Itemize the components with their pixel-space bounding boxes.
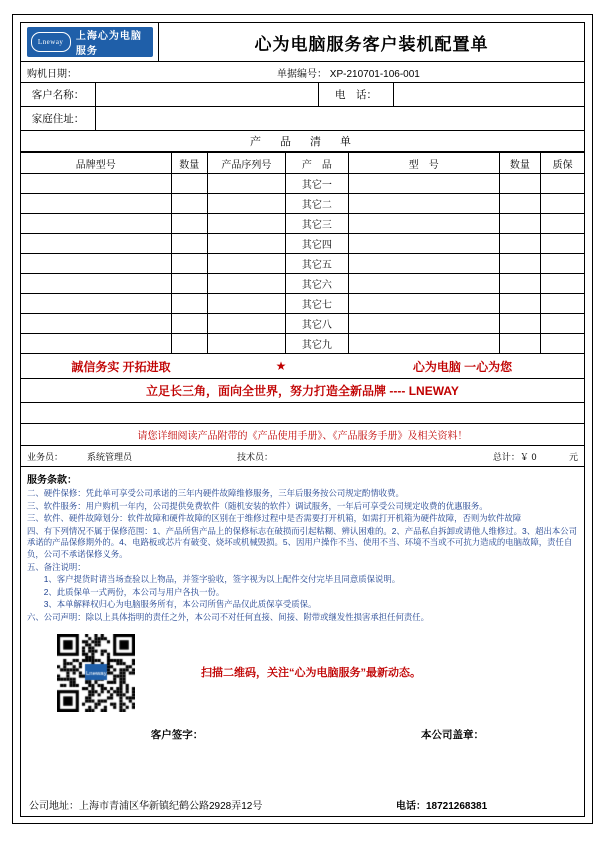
cell-qty[interactable] bbox=[171, 294, 207, 314]
terms-item: 三、软件服务：用户购机一年内，公司提供免费软件（随机安装的软件）调试服务，一年后可享受公司规定收费的优惠服务。 bbox=[27, 500, 488, 511]
cell-serial[interactable] bbox=[207, 234, 285, 254]
terms-item: 二、硬件保修：凭此单可享受公司承诺的三年内硬件故障维修服务，三年后服务按公司规定酌情收费。 bbox=[27, 488, 404, 498]
cell-warranty[interactable] bbox=[541, 254, 584, 274]
star-icon: ★ bbox=[275, 359, 287, 373]
doc-no-group bbox=[277, 65, 584, 80]
col-serial: 产品序列号 bbox=[207, 153, 285, 174]
col-qty: 数量 bbox=[171, 153, 207, 174]
cell-product: 其它八 bbox=[285, 314, 348, 334]
cell-warranty[interactable] bbox=[541, 274, 584, 294]
table-header-row bbox=[21, 153, 584, 174]
table-row bbox=[21, 254, 584, 274]
tech-label: 技术员： bbox=[237, 451, 274, 462]
customer-name-value[interactable] bbox=[96, 83, 319, 106]
customer-address-label: 家庭住址： bbox=[21, 107, 96, 130]
cell-qty[interactable] bbox=[171, 234, 207, 254]
cell-product: 其它二 bbox=[285, 194, 348, 214]
logo-company-name: 上海心为电脑服务 bbox=[75, 31, 142, 57]
cell-qty[interactable] bbox=[171, 254, 207, 274]
table-row bbox=[21, 334, 584, 354]
cell-model[interactable] bbox=[348, 274, 499, 294]
cell-qty[interactable] bbox=[171, 334, 207, 354]
col-model: 型 号 bbox=[348, 153, 499, 174]
cell-qty2[interactable] bbox=[499, 314, 541, 334]
cell-serial[interactable] bbox=[207, 214, 285, 234]
cell-warranty[interactable] bbox=[541, 334, 584, 354]
cell-qty[interactable] bbox=[171, 194, 207, 214]
cell-product: 其它九 bbox=[285, 334, 348, 354]
table-row bbox=[21, 274, 584, 294]
table-row bbox=[21, 214, 584, 234]
customer-address-value[interactable] bbox=[96, 107, 584, 130]
customer-name-row bbox=[21, 83, 584, 107]
table-row bbox=[21, 234, 584, 254]
cell-qty2[interactable] bbox=[499, 334, 541, 354]
cell-product: 其它三 bbox=[285, 214, 348, 234]
terms-title: 服务条款： bbox=[27, 475, 77, 486]
logo-image bbox=[27, 27, 153, 57]
doc-no-value: XP-210701-106-001 bbox=[329, 68, 420, 80]
company-seal-label: 本公司盖章： bbox=[421, 728, 484, 741]
cell-qty[interactable] bbox=[171, 314, 207, 334]
table-row bbox=[21, 174, 584, 194]
cell-serial[interactable] bbox=[207, 294, 285, 314]
company-phone: 电话：18721268381 bbox=[396, 801, 488, 812]
cell-qty[interactable] bbox=[171, 274, 207, 294]
sales-label: 业务员： bbox=[27, 451, 64, 462]
cell-serial[interactable] bbox=[207, 314, 285, 334]
terms-item: 1、客户提货时请当场查验以上物品，并签字验收，签字视为以上配件交付完毕且同意质保说明。 bbox=[27, 574, 401, 585]
qr-canvas bbox=[57, 634, 135, 712]
col-product: 产 品 bbox=[285, 153, 348, 174]
terms-item: 六、公司声明：除以上具体指明的责任之外，本公司不对任何直接、间接、附带或继发性损害承担任何责任。 bbox=[27, 611, 429, 622]
form-outer-border bbox=[12, 14, 593, 824]
total-label: 总计：￥ bbox=[492, 451, 529, 462]
page-title: 心为电脑服务客户装机配置单 bbox=[254, 34, 489, 54]
company-logo bbox=[21, 23, 159, 61]
form-header bbox=[21, 23, 584, 62]
cell-product: 其它四 bbox=[285, 234, 348, 254]
cell-model[interactable] bbox=[348, 294, 499, 314]
manual-notice: 请您详细阅读产品附带的《产品使用手册》、《产品服务手册》及相关资料！ bbox=[21, 424, 584, 446]
table-row bbox=[21, 194, 584, 214]
cell-serial[interactable] bbox=[207, 254, 285, 274]
signature-line bbox=[21, 727, 584, 742]
cell-warranty[interactable] bbox=[541, 194, 584, 214]
cell-qty2[interactable] bbox=[499, 254, 541, 274]
cell-model[interactable] bbox=[348, 234, 499, 254]
cell-brand[interactable] bbox=[21, 334, 171, 354]
customer-name-label: 客户名称： bbox=[21, 83, 96, 106]
purchase-date-label: 购机日期： bbox=[27, 68, 77, 80]
slogan-row-2: 立足长三角，面向全世界，努力打造全新品牌 ---- LNEWAY bbox=[21, 379, 584, 403]
total-value: 0 bbox=[531, 451, 537, 462]
cell-qty[interactable] bbox=[171, 174, 207, 194]
cell-qty2[interactable] bbox=[499, 294, 541, 314]
doc-meta-row bbox=[21, 62, 584, 83]
cell-product: 其它七 bbox=[285, 294, 348, 314]
cell-qty2[interactable] bbox=[499, 174, 541, 194]
cell-warranty[interactable] bbox=[541, 234, 584, 254]
col-brand-model: 品牌型号 bbox=[21, 153, 171, 174]
cell-warranty[interactable] bbox=[541, 314, 584, 334]
cell-brand[interactable] bbox=[21, 254, 171, 274]
cell-warranty[interactable] bbox=[541, 174, 584, 194]
cell-brand[interactable] bbox=[21, 294, 171, 314]
product-table-body bbox=[21, 174, 584, 354]
footer bbox=[21, 797, 584, 812]
customer-signature-label: 客户签字： bbox=[150, 728, 204, 741]
slogan-right: 心为电脑 一心为您 bbox=[412, 359, 513, 374]
cell-serial[interactable] bbox=[207, 274, 285, 294]
product-list-title: 产 品 清 单 bbox=[21, 131, 584, 152]
doc-no-label: 单据编号： bbox=[277, 68, 327, 80]
cell-brand[interactable] bbox=[21, 234, 171, 254]
cell-model[interactable] bbox=[348, 314, 499, 334]
cell-qty2[interactable] bbox=[499, 234, 541, 254]
qr-zone bbox=[21, 630, 584, 725]
total-group bbox=[367, 450, 584, 463]
cell-serial[interactable] bbox=[207, 194, 285, 214]
cell-model[interactable] bbox=[348, 194, 499, 214]
slogan-blank-row bbox=[21, 403, 584, 424]
terms-item: 3、本单解释权归心为电脑服务所有，本公司所售产品仅此质保享受质保。 bbox=[27, 599, 317, 610]
cell-model[interactable] bbox=[348, 254, 499, 274]
customer-address-row bbox=[21, 107, 584, 130]
customer-phone-label: 电 话： bbox=[319, 83, 394, 106]
cell-product: 其它一 bbox=[285, 174, 348, 194]
terms-block bbox=[21, 467, 584, 624]
cell-brand[interactable] bbox=[21, 174, 171, 194]
product-table bbox=[21, 152, 584, 353]
terms-item: 2、此质保单一式两份，本公司与用户各执一份。 bbox=[27, 586, 225, 597]
table-row bbox=[21, 314, 584, 334]
logo-badge-text: Lneway bbox=[31, 32, 71, 52]
cell-model[interactable] bbox=[348, 214, 499, 234]
terms-item: 四、有下列情况不属于保修范围：1、产品所售产品上的保修标志在破损而引起粘糊、辨认困难的。2、产品私自拆卸或请他人维修过。3、超出本公司承诺的产品保修期外的。4、电路板或芯片有破变、烧坏或机械毁损。5、因用户操作不当、使用不当、环境不当或不可抗力造成的电脑故障，责任自负，公司不承诺保修义务。 bbox=[27, 525, 577, 559]
total-unit: 元 bbox=[568, 451, 578, 462]
slogan-left: 誠信务实 开拓进取 bbox=[71, 359, 171, 374]
cell-product: 其它六 bbox=[285, 274, 348, 294]
qr-code-image bbox=[57, 634, 135, 712]
col-qty2: 数量 bbox=[499, 153, 541, 174]
cell-warranty[interactable] bbox=[541, 214, 584, 234]
col-warranty: 质保 bbox=[541, 153, 584, 174]
cell-serial[interactable] bbox=[207, 174, 285, 194]
cell-model[interactable] bbox=[348, 334, 499, 354]
qr-note: 扫描二维码，关注“心为电脑服务”最新动态。 bbox=[201, 666, 421, 679]
customer-block bbox=[21, 83, 584, 131]
cell-warranty[interactable] bbox=[541, 294, 584, 314]
company-address: 公司地址：上海市青浦区华新镇纪鹤公路2928弄12号 bbox=[29, 801, 263, 812]
terms-item: 五、备注说明： bbox=[27, 561, 86, 572]
slogan-block bbox=[21, 353, 584, 446]
cell-qty2[interactable] bbox=[499, 214, 541, 234]
terms-item: 三、软件、硬件故障划分：软件故障和硬件故障的区别在于维修过程中是否需要打开机箱，如需打开机箱为硬件故障，否则为软件故障 bbox=[27, 513, 522, 524]
slogan-row-1 bbox=[21, 354, 584, 379]
cell-product: 其它五 bbox=[285, 254, 348, 274]
cell-qty[interactable] bbox=[171, 214, 207, 234]
form-inner-border bbox=[20, 22, 585, 817]
cell-qty2[interactable] bbox=[499, 274, 541, 294]
cell-brand[interactable] bbox=[21, 314, 171, 334]
cell-qty2[interactable] bbox=[499, 194, 541, 214]
cell-model[interactable] bbox=[348, 174, 499, 194]
sales-value: 系统管理员 bbox=[87, 451, 133, 462]
cell-brand[interactable] bbox=[21, 194, 171, 214]
cell-brand[interactable] bbox=[21, 214, 171, 234]
customer-phone-value[interactable] bbox=[394, 83, 584, 106]
table-row bbox=[21, 294, 584, 314]
staff-total-row bbox=[21, 446, 584, 467]
cell-brand[interactable] bbox=[21, 274, 171, 294]
cell-serial[interactable] bbox=[207, 334, 285, 354]
